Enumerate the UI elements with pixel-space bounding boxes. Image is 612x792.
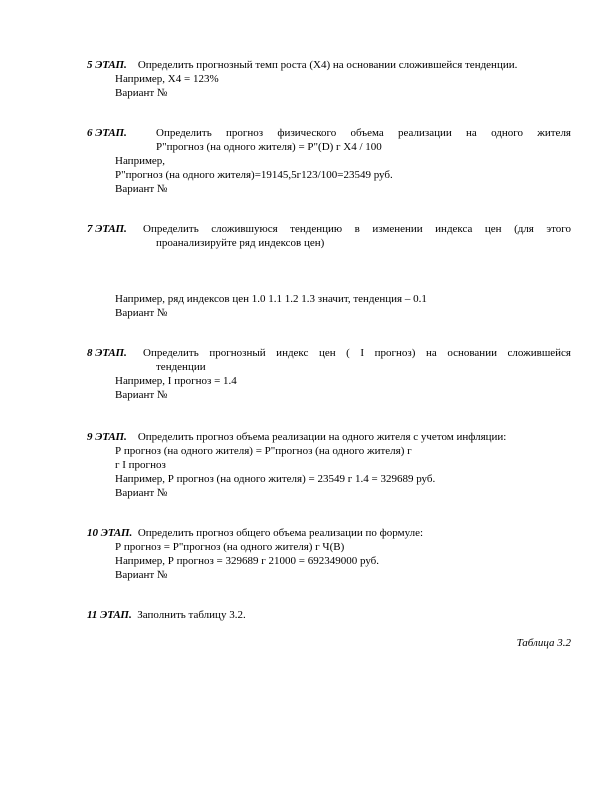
table-caption: Таблица 3.2 [516, 637, 571, 649]
stage-9-heading [87, 431, 506, 444]
stage-7-heading [87, 223, 571, 236]
stage-8-heading [87, 347, 571, 360]
example-line: Например, ряд индексов цен 1.0 1.1 1.2 1.3 значит, тенденция – 0.1 [115, 293, 427, 305]
formula-line-continued: г I прогноз [115, 459, 166, 471]
variant-line: Вариант № [115, 183, 168, 195]
example-line: Например, Х4 = 123% [115, 73, 219, 85]
stage-title: Определить прогнозный индекс цен ( I прогноз) на основании сложившейся [143, 347, 571, 359]
variant-line: Вариант № [115, 569, 168, 581]
stage-6-heading [87, 127, 571, 140]
stage-label: 6 ЭТАП. [87, 127, 127, 139]
stage-10-heading [87, 527, 423, 540]
stage-label: 5 ЭТАП. [87, 59, 127, 71]
variant-line: Вариант № [115, 389, 168, 401]
stage-label: 9 ЭТАП. [87, 431, 127, 443]
variant-line: Вариант № [115, 487, 168, 499]
stage-title: Определить прогноз общего объема реализации по формуле: [137, 527, 424, 539]
stage-title: Определить прогнозный темп роста (Х4) на основании сложившейся тенденции. [137, 59, 518, 71]
stage-title-continued: Р"прогноз (на одного жителя) = Р"(D) г Х4 / 100 [156, 141, 382, 153]
stage-title: Определить сложившуюся тенденцию в изменении индекса цен (для этого [143, 223, 571, 235]
example-line: Например, [115, 155, 166, 167]
variant-line: Вариант № [115, 307, 168, 319]
stage-title: Заполнить таблицу 3.2. [137, 609, 246, 621]
stage-title: Определить прогноз объема реализации на одного жителя с учетом инфляции: [137, 431, 507, 443]
example-line: Например, Р прогноз (на одного жителя) = 23549 г 1.4 = 329689 руб. [115, 473, 436, 485]
stage-title-continued: проанализируйте ряд индексов цен) [156, 237, 325, 249]
stage-5-heading [87, 59, 517, 72]
stage-label: 10 ЭТАП. [87, 527, 133, 539]
example-line: Например, I прогноз = 1.4 [115, 375, 237, 387]
formula-line: Р прогноз = Р"прогноз (на одного жителя) г Ч(В) [115, 541, 345, 553]
formula-line: Р прогноз (на одного жителя) = Р"прогноз (на одного жителя) г [115, 445, 412, 457]
stage-label: 7 ЭТАП. [87, 223, 127, 235]
variant-line: Вариант № [115, 87, 168, 99]
stage-label: 11 ЭТАП. [87, 609, 132, 621]
stage-title: Определить прогноз физического объема реализации на одного жителя [156, 127, 571, 139]
example-line: Например, Р прогноз = 329689 г 21000 = 692349000 руб. [115, 555, 380, 567]
stage-label: 8 ЭТАП. [87, 347, 127, 359]
stage-title-continued: тенденции [156, 361, 206, 373]
example-formula-line: Р"прогноз (на одного жителя)=19145,5г123/100=23549 руб. [115, 169, 393, 181]
stage-11-heading [87, 609, 246, 622]
